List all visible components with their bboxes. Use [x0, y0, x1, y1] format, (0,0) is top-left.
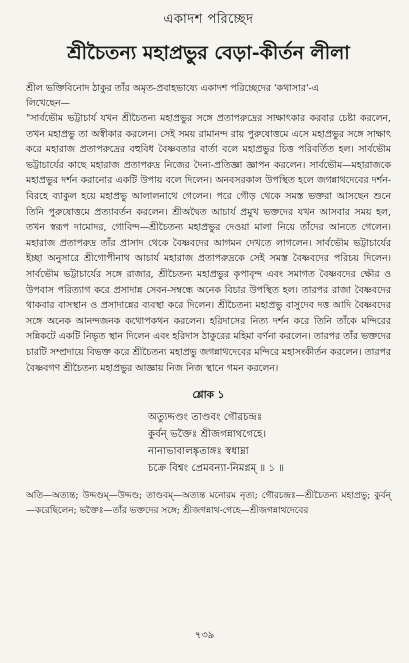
intro-block: [26, 81, 391, 111]
page-number: ৭৩৯: [194, 630, 215, 641]
verse-line: চক্রে বিশ্বং প্রেমবন্যা-নিমগ্নম্ ॥ ১ ॥: [148, 463, 285, 475]
summary-paragraph: "সার্বভৌম ভট্টাচার্য যখন শ্রীচৈতন্য মহাপ্রভুর সঙ্গে প্রতাপরুদ্রের সাক্ষাৎকার করবার চেষ্টা করলেন, তখন মহাপ্রভু তা অস্বীকার করলেন। সেই সময় রামানন্দ রায় পুরুষোত্তমে এসে মহাপ্রভুর সঙ্গে সাক্ষাৎ করে মহারাজ প্রতাপরুদ্রের বহুবিধ বৈষ্ণবতার বার্তা বলে মহাপ্রভুর চিত্ত পরিবর্তিত হল। সার্বভৌম ভট্টাচার্যের কাছে মহারাজ প্রতাপরুদ্র নিজের দৈন্য-প্রতিজ্ঞা জ্ঞাপন করলেন। সার্বভৌম—মহারাজকে মহাপ্রভুর দর্শন করানোর একটি উপায় বলে দিলেন। অনবসরকাল উপস্থিত হলে জগন্নাথদেবের দর্শন-বিরহে ব্যাকুল হয়ে মহাপ্রভু আলালনাথে গেলেন। পরে গৌড় থেকে সমস্ত ভক্তরা আসছেন শুনে তিনি পুরুষোত্তমে প্রত্যাবর্তন করলেন। শ্রীঅদ্বৈত আচার্য প্রমুখ ভক্তদের যখন আসবার সময় হল, তখন স্বরূপ দামোদর, গোবিন্দ—শ্রীচৈতন্য মহাপ্রভুর দেওয়া মালা নিয়ে তাঁদের আনতে গেলেন। মহারাজ প্রতাপরুদ্র তাঁর প্রাসাদ থেকে বৈষ্ণবদের আগমন দেখতে লাগলেন। সার্বভৌম ভট্টাচার্যের ইচ্ছা অনুসারে শ্রীগোপীনাথ আচার্য মহারাজ প্রতাপরুদ্রকে সেই সমস্ত বৈষ্ণবদের পরিচয় দিলেন। সার্বভৌম ভট্টাচার্যের সঙ্গে রাজার, শ্রীচৈতন্য মহাপ্রভুর কৃপাবৃন্দ এবং সমাগত বৈষ্ণবদের ক্ষৌর ও উপবাস পরিত্যাগ করে প্রসাদান্ন সেবন-সম্বন্ধে অনেক বিচার উপস্থিত হল। তারপর রাজা বৈষ্ণবদের থাকবার বাসস্থান ও প্রসাদান্নের ব্যবস্থা করে দিলেন। শ্রীচৈতন্য মহাপ্রভু বাসুদেব দত্ত আদি বৈষ্ণবদের সঙ্গে অনেক আনন্দজনক কথোপকথন করলেন। হরিদাসের নিত্য দর্শন করে তিনি তাঁকে মন্দিরের সন্নিকটে একটি নিভৃত স্থান দিলেন এবং হরিদাস ঠাকুরের মহিমা বর্ণনা করলেন। তারপর তাঁর ভক্তদের চারটি সম্প্রদায়ে বিভক্ত করে শ্রীচৈতন্য মহাপ্রভু জগন্নাথদেবের মন্দিরে মহাসংকীর্তন করলেন। তারপর বৈষ্ণবগণ শ্রীচৈতন্য মহাপ্রভুর আজ্ঞায় নিজ নিজ স্থানে গমন করলেন।: [26, 113, 391, 374]
chapter-label: একাদশ পরিচ্ছেদ: [163, 12, 254, 27]
verse-line: নানাভাবালঙ্কৃতাঙ্গঃ স্বধাম্না: [148, 446, 249, 458]
verse-line: অত্যুদ্দণ্ডং তাণ্ডবং গৌরচন্দ্রঃ: [148, 412, 263, 424]
chapter-title: শ্রীচৈতন্য মহাপ্রভুর বেড়া-কীর্তন লীলা: [67, 42, 350, 64]
verse-line: কুর্বন্ ভক্তৈঃ শ্রীজগন্নাথগেহে।: [148, 429, 267, 441]
word-gloss: অতি—অত্যন্ত; উদ্দণ্ডম্—উদ্দণ্ড; তাণ্ডবম্—অত্যন্ত মনোরম নৃত্য; গৌরচন্দ্রঃ—শ্রীচৈতন্য মহাপ্রভু; কুর্বন্—করেছিলেন; ভক্তৈঃ—তাঁর ভক্তদের সঙ্গে; শ্রীজগন্নাথ-গেহে—শ্রীজগন্নাথদেবের: [26, 491, 391, 517]
intro-line-2: লিখেছেন—: [26, 98, 71, 109]
verse-block: [148, 409, 391, 477]
verse-heading: শ্লোক ১: [192, 389, 225, 402]
intro-line: শ্রীল ভক্তিবিনোদ ঠাকুর তাঁর অমৃত-প্রবাহভাষ্যে একাদশ পরিচ্ছেদের 'কথাসার'-এ: [26, 83, 319, 94]
